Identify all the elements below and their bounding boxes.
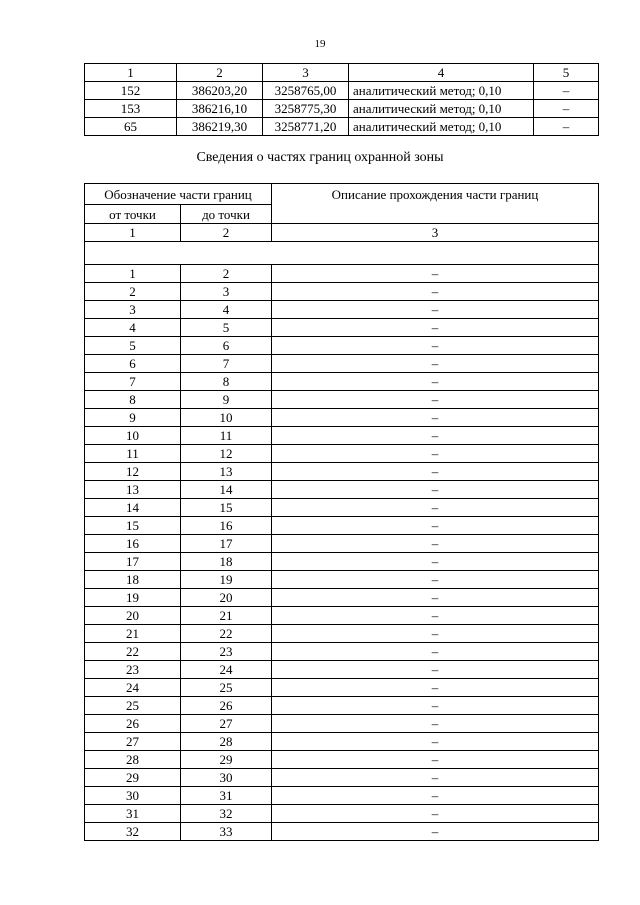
from-point: 27 bbox=[85, 733, 181, 751]
coord-x: 386219,30 bbox=[177, 118, 263, 136]
parts-header-row bbox=[85, 184, 599, 205]
from-point: 23 bbox=[85, 661, 181, 679]
point-number: 152 bbox=[85, 82, 177, 100]
from-point: 21 bbox=[85, 625, 181, 643]
segment-description: – bbox=[272, 553, 599, 571]
from-point: 29 bbox=[85, 769, 181, 787]
to-point: 17 bbox=[181, 535, 272, 553]
to-point: 13 bbox=[181, 463, 272, 481]
coord-y: 3258775,30 bbox=[263, 100, 349, 118]
column-number: 3 bbox=[272, 224, 599, 242]
table-row bbox=[85, 118, 599, 136]
page-number: 19 bbox=[314, 38, 326, 50]
segment-description: – bbox=[272, 481, 599, 499]
coord-x: 386216,10 bbox=[177, 100, 263, 118]
to-point: 22 bbox=[181, 625, 272, 643]
segment-description: – bbox=[272, 517, 599, 535]
table-row bbox=[85, 82, 599, 100]
from-point: 28 bbox=[85, 751, 181, 769]
to-point: 6 bbox=[181, 337, 272, 355]
segment-description: – bbox=[272, 805, 599, 823]
from-point: 2 bbox=[85, 283, 181, 301]
table-row bbox=[85, 787, 599, 805]
coordinates-table bbox=[84, 63, 599, 136]
table-row bbox=[85, 463, 599, 481]
to-point: 30 bbox=[181, 769, 272, 787]
to-point: 19 bbox=[181, 571, 272, 589]
segment-description: – bbox=[272, 769, 599, 787]
coord-y: 3258765,00 bbox=[263, 82, 349, 100]
table-row bbox=[85, 625, 599, 643]
table-row bbox=[85, 427, 599, 445]
table-row bbox=[85, 535, 599, 553]
to-point: 31 bbox=[181, 787, 272, 805]
from-point: 15 bbox=[85, 517, 181, 535]
table-row bbox=[85, 823, 599, 841]
point-number: 65 bbox=[85, 118, 177, 136]
segment-description: – bbox=[272, 409, 599, 427]
to-point: 29 bbox=[181, 751, 272, 769]
table-row bbox=[85, 481, 599, 499]
to-point: 9 bbox=[181, 391, 272, 409]
from-point: 32 bbox=[85, 823, 181, 841]
blank-row bbox=[85, 242, 599, 265]
table-row bbox=[85, 715, 599, 733]
from-point: 16 bbox=[85, 535, 181, 553]
segment-description: – bbox=[272, 625, 599, 643]
segment-description: – bbox=[272, 715, 599, 733]
method-accuracy: аналитический метод; 0,10 bbox=[349, 82, 534, 100]
from-point: 19 bbox=[85, 589, 181, 607]
from-point: 13 bbox=[85, 481, 181, 499]
to-point: 7 bbox=[181, 355, 272, 373]
table-row bbox=[85, 733, 599, 751]
to-point: 10 bbox=[181, 409, 272, 427]
from-point: 25 bbox=[85, 697, 181, 715]
segment-description: – bbox=[272, 535, 599, 553]
column-number: 2 bbox=[181, 224, 272, 242]
from-point: 26 bbox=[85, 715, 181, 733]
coords-header-row bbox=[85, 64, 599, 82]
table-row bbox=[85, 319, 599, 337]
segment-description: – bbox=[272, 661, 599, 679]
segment-description: – bbox=[272, 643, 599, 661]
table-row bbox=[85, 679, 599, 697]
table-row bbox=[85, 751, 599, 769]
to-point: 28 bbox=[181, 733, 272, 751]
coords-col-number: 4 bbox=[349, 64, 534, 82]
from-point: 22 bbox=[85, 643, 181, 661]
coords-col-number: 1 bbox=[85, 64, 177, 82]
to-point: 27 bbox=[181, 715, 272, 733]
from-point: 24 bbox=[85, 679, 181, 697]
table-row bbox=[85, 283, 599, 301]
to-point: 33 bbox=[181, 823, 272, 841]
point-description: – bbox=[534, 82, 599, 100]
segment-description: – bbox=[272, 679, 599, 697]
table-row bbox=[85, 697, 599, 715]
from-point: 30 bbox=[85, 787, 181, 805]
to-point: 3 bbox=[181, 283, 272, 301]
table-row bbox=[85, 661, 599, 679]
from-point: 11 bbox=[85, 445, 181, 463]
table-row bbox=[85, 100, 599, 118]
to-point: 24 bbox=[181, 661, 272, 679]
to-point: 25 bbox=[181, 679, 272, 697]
to-point: 16 bbox=[181, 517, 272, 535]
segment-description: – bbox=[272, 733, 599, 751]
to-point: 15 bbox=[181, 499, 272, 517]
coord-x: 386203,20 bbox=[177, 82, 263, 100]
table-row bbox=[85, 571, 599, 589]
header-description: Описание прохождения части границ bbox=[272, 184, 599, 224]
table-row bbox=[85, 265, 599, 283]
from-point: 10 bbox=[85, 427, 181, 445]
segment-description: – bbox=[272, 787, 599, 805]
segment-description: – bbox=[272, 463, 599, 481]
column-number: 1 bbox=[85, 224, 181, 242]
coord-y: 3258771,20 bbox=[263, 118, 349, 136]
segment-description: – bbox=[272, 697, 599, 715]
to-point: 21 bbox=[181, 607, 272, 625]
column-numbers-row bbox=[85, 224, 599, 242]
from-point: 4 bbox=[85, 319, 181, 337]
segment-description: – bbox=[272, 427, 599, 445]
table-row bbox=[85, 391, 599, 409]
point-description: – bbox=[534, 100, 599, 118]
point-description: – bbox=[534, 118, 599, 136]
table-row bbox=[85, 301, 599, 319]
segment-description: – bbox=[272, 499, 599, 517]
table-row bbox=[85, 337, 599, 355]
segment-description: – bbox=[272, 283, 599, 301]
method-accuracy: аналитический метод; 0,10 bbox=[349, 100, 534, 118]
table-row bbox=[85, 643, 599, 661]
to-point: 2 bbox=[181, 265, 272, 283]
to-point: 23 bbox=[181, 643, 272, 661]
to-point: 18 bbox=[181, 553, 272, 571]
header-boundary-part: Обозначение части границ bbox=[85, 184, 272, 205]
point-number: 153 bbox=[85, 100, 177, 118]
from-point: 1 bbox=[85, 265, 181, 283]
header-to-point: до точки bbox=[181, 205, 272, 224]
coords-col-number: 2 bbox=[177, 64, 263, 82]
to-point: 14 bbox=[181, 481, 272, 499]
to-point: 20 bbox=[181, 589, 272, 607]
coords-col-number: 5 bbox=[534, 64, 599, 82]
table-row bbox=[85, 553, 599, 571]
table-row bbox=[85, 445, 599, 463]
table-row bbox=[85, 355, 599, 373]
to-point: 4 bbox=[181, 301, 272, 319]
from-point: 20 bbox=[85, 607, 181, 625]
segment-description: – bbox=[272, 265, 599, 283]
from-point: 18 bbox=[85, 571, 181, 589]
segment-description: – bbox=[272, 391, 599, 409]
to-point: 12 bbox=[181, 445, 272, 463]
to-point: 26 bbox=[181, 697, 272, 715]
to-point: 11 bbox=[181, 427, 272, 445]
to-point: 5 bbox=[181, 319, 272, 337]
segment-description: – bbox=[272, 355, 599, 373]
from-point: 5 bbox=[85, 337, 181, 355]
segment-description: – bbox=[272, 337, 599, 355]
from-point: 7 bbox=[85, 373, 181, 391]
segment-description: – bbox=[272, 301, 599, 319]
header-from-point: от точки bbox=[85, 205, 181, 224]
to-point: 32 bbox=[181, 805, 272, 823]
segment-description: – bbox=[272, 823, 599, 841]
table-row bbox=[85, 499, 599, 517]
boundary-parts-table bbox=[84, 183, 599, 841]
segment-description: – bbox=[272, 751, 599, 769]
from-point: 3 bbox=[85, 301, 181, 319]
table-row bbox=[85, 769, 599, 787]
table-row bbox=[85, 805, 599, 823]
segment-description: – bbox=[272, 589, 599, 607]
segment-description: – bbox=[272, 607, 599, 625]
segment-description: – bbox=[272, 373, 599, 391]
segment-description: – bbox=[272, 571, 599, 589]
table-row bbox=[85, 607, 599, 625]
table-row bbox=[85, 589, 599, 607]
from-point: 8 bbox=[85, 391, 181, 409]
from-point: 9 bbox=[85, 409, 181, 427]
section-title: Сведения о частях границ охранной зоны bbox=[196, 150, 444, 165]
segment-description: – bbox=[272, 319, 599, 337]
coords-col-number: 3 bbox=[263, 64, 349, 82]
blank-cell bbox=[85, 242, 599, 265]
segment-description: – bbox=[272, 445, 599, 463]
from-point: 31 bbox=[85, 805, 181, 823]
from-point: 6 bbox=[85, 355, 181, 373]
to-point: 8 bbox=[181, 373, 272, 391]
method-accuracy: аналитический метод; 0,10 bbox=[349, 118, 534, 136]
table-row bbox=[85, 409, 599, 427]
table-row bbox=[85, 517, 599, 535]
from-point: 14 bbox=[85, 499, 181, 517]
table-row bbox=[85, 373, 599, 391]
from-point: 12 bbox=[85, 463, 181, 481]
from-point: 17 bbox=[85, 553, 181, 571]
